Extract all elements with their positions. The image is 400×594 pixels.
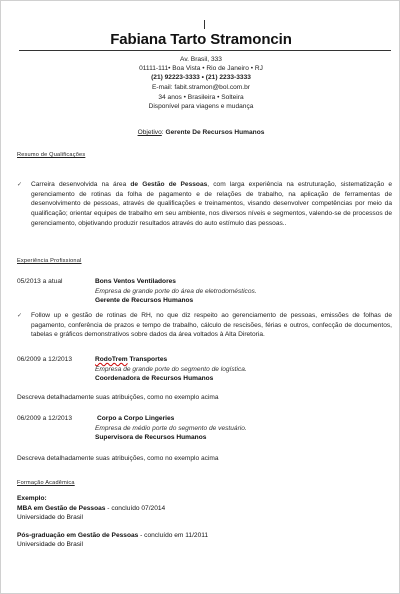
check-icon: ✓: [17, 313, 23, 319]
education-item-2-school: Universidade do Brasil: [17, 541, 83, 548]
education-example-label: Exemplo:: [17, 495, 47, 502]
job-2-dates: 06/2009 a 12/2013: [17, 356, 73, 363]
section-title-education: Formação Acadêmica: [17, 480, 75, 486]
job-2-role: Coordenadora de Recursos Humanos: [95, 375, 214, 382]
education-item-2-status: - concluído em 11/2011: [138, 532, 209, 539]
section-title-experience: Experiência Profissional: [17, 258, 82, 264]
education-item-1-course: MBA em Gestão de Pessoas: [17, 505, 106, 512]
objective-value: Gerente De Recursos Humanos: [165, 129, 265, 136]
text-cursor: [204, 20, 205, 29]
candidate-name: Fabiana Tarto Stramoncin: [110, 31, 292, 48]
job-3-description: Empresa de médio porte do segmento de vestuário.: [95, 425, 247, 432]
contact-address: Av. Brasil, 333: [180, 56, 222, 63]
job-3-company: Corpo a Corpo Lingeries: [97, 415, 175, 422]
job-3-details: Descreva detalhadamente suas atribuições, como no exemplo acima: [17, 455, 219, 462]
job-1-description: Empresa de grande porte do área de eletrodomésticos.: [95, 288, 257, 295]
qualifications-summary: [31, 180, 392, 229]
job-3-dates: 06/2009 a 12/2013: [17, 415, 73, 422]
education-item-2: [17, 532, 208, 539]
education-item-2-course: Pós-graduação em Gestão de Pessoas: [17, 532, 139, 539]
education-item-1: [17, 505, 165, 512]
job-2-description: Empresa de grande porte do segmento de logística.: [95, 366, 247, 373]
section-title-qualifications: Resumo de Qualificações: [17, 152, 86, 158]
qualifications-text-bold: de Gestão de Pessoas: [130, 181, 208, 188]
job-1-company: Bons Ventos Ventiladores: [95, 278, 176, 285]
header-divider: [19, 50, 391, 51]
contact-personal: 34 anos • Brasileira • Solteira: [158, 94, 244, 101]
education-item-1-status: - concluído 07/2014: [105, 505, 166, 512]
objective-line: Objetivo: Gerente De Recursos Humanos: [137, 129, 265, 136]
education-item-1-school: Universidade do Brasil: [17, 514, 83, 521]
job-1-details: Follow up e gestão de rotinas de RH, no que diz respeito ao gerenciamento de pessoas, emissões de folhas de pagamento, conferência de prazos e tempo de trabalho, cálculo de rescisões, férias e outros, confecção de documentos, tabelas e gráficos demonstrativos sobre dados da área voltados à Alta Diretoria.: [31, 312, 392, 339]
contact-availability: Disponível para viagens e mudança: [148, 103, 254, 110]
contact-phones: (21) 92223-3333 • (21) 2233-3333: [151, 74, 251, 81]
objective-label: Objetivo: [137, 129, 162, 136]
contact-city: 01111-111• Boa Vista • Rio de Janeiro • RJ: [139, 65, 263, 72]
job-1-role: Gerente de Recursos Humanos: [95, 297, 194, 304]
job-3-role: Supervisora de Recursos Humanos: [95, 434, 207, 441]
job-2-company-rest: Transportes: [127, 356, 168, 363]
check-icon: ✓: [17, 182, 23, 188]
qualifications-text-pre: Carreira desenvolvida na área: [31, 181, 131, 188]
qualifications-text-post: , com larga experiência na estruturação, sistematização e gerenciamento de rotinas da folha de pagamento e de relações de trabalho, na aplicação de ferramentas de desenvolvimento de pessoas, através de qualificações e treinamentos, visando desenvolver competências por meio da qualificação; orientar equipes de trabalho em seu ambiente, nos diversos níveis e segmentos, valendo-se de processos de gerenciamento, objetivando produzir resultados através do auto estímulo das pessoas..: [31, 181, 392, 227]
job-1-dates: 05/2013 a atual: [17, 278, 63, 285]
contact-email: E-mail: fabit.stramon@bol.com.br: [152, 84, 250, 91]
job-2-details: Descreva detalhadamente suas atribuições, como no exemplo acima: [17, 394, 219, 401]
job-2-company: [95, 356, 167, 363]
job-2-company-underlined: RodoTrem: [95, 356, 128, 363]
